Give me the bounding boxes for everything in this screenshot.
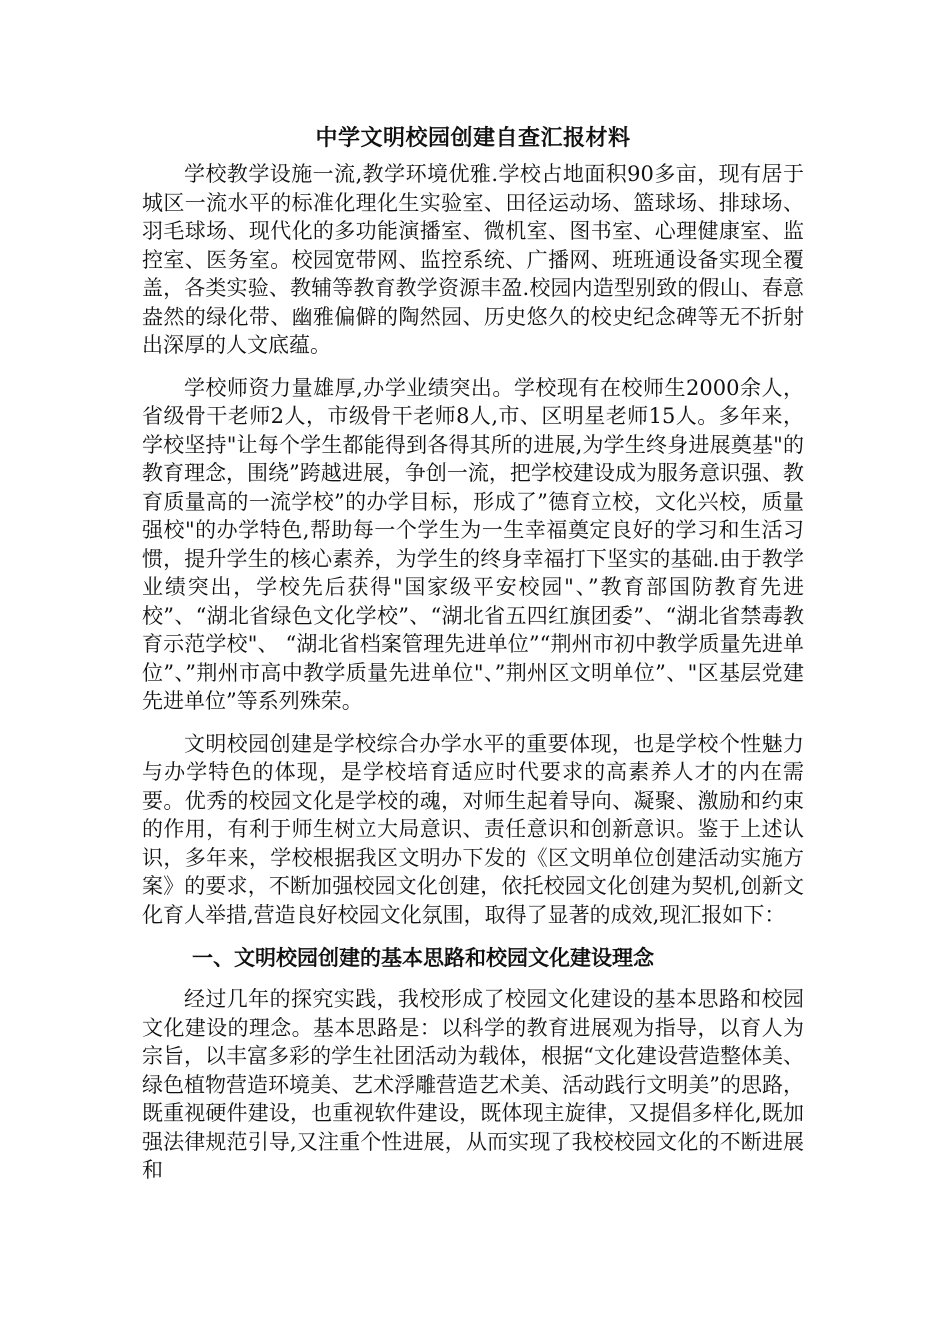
paragraph-civilization: 文明校园创建是学校综合办学水平的重要体现，也是学校个性魅力与办学特色的体现，是学校培育适应时代要求的高素养人才的内在需要。优秀的校园文化是学校的魂，对师生起着导向、凝聚、激励和约束的作用，有利于师生树立大局意识、责任意识和创新意识。鉴于上述认识，多年来，学校根据我区文明办下发的《区文明单位创建活动实施方案》的要求，不断加强校园文化创建，依托校园文化创建为契机,创新文化育人举措,营造良好校园文化氛围，取得了显著的成效,现汇报如下： xyxy=(142,731,804,927)
paragraph-teachers: 学校师资力量雄厚,办学业绩突出。学校现有在校师生2000余人，省级骨干老师2人，市级骨干老师8人,市、区明星老师15人。多年来，学校坚持"让每个学生都能得到各得其所的进展,为学生终身进展奠基"的教育理念，围绕”跨越进展，争创一流，把学校建设成为服务意识强、教育质量高的一流学校”的办学目标，形成了”德育立校，文化兴校，质量强校"的办学特色,帮助每一个学生为一生幸福奠定良好的学习和生活习惯，提升学生的核心素养，为学生的终身幸福打下坚实的基础.由于教学业绩突出，学校先后获得"国家级平安校园"、”教育部国防教育先进校”、“湖北省绿色文化学校”、“湖北省五四红旗团委”、“湖北省禁毒教育示范学校"、 “湖北省档案管理先进单位”“荆州市初中教学质量先进单位”、”荆州市高中教学质量先进单位"、”荆州区文明单位”、"区基层党建先进单位”等系列殊荣。 xyxy=(142,375,804,713)
paragraph-facilities: 学校教学设施一流,教学环境优雅.学校占地面积90多亩，现有居于城区一流水平的标准化理化生实验室、田径运动场、篮球场、排球场、羽毛球场、现代化的多功能演播室、微机室、图书室、心理健康室、监控室、医务室。校园宽带网、监控系统、广播网、班班通设备实现全覆盖，各类实验、教辅等教育教学资源丰盈.校园内造型别致的假山、春意盎然的绿化带、幽雅偏僻的陶然园、历史悠久的校史纪念碑等无不折射出深厚的人文底蕴。 xyxy=(142,162,804,357)
document-page xyxy=(142,124,804,1199)
document-title: 中学文明校园创建自查汇报材料 xyxy=(315,126,631,151)
paragraph-section-one: 经过几年的探究实践，我校形成了校园文化建设的基本思路和校园文化建设的理念。基本思路是：以科学的教育进展观为指导，以育人为宗旨，以丰富多彩的学生社团活动为载体，根据“文化建设营造整体美、绿色植物营造环境美、艺术浮雕营造艺术美、活动践行文明美”的思路，既重视硬件建设，也重视软件建设，既体现主旋律，又提倡多样化,既加强法律规范引导,又注重个性进展，从而实现了我校校园文化的不断进展和 xyxy=(142,987,804,1182)
section-heading: 一、文明校园创建的基本思路和校园文化建设理念 xyxy=(192,946,654,970)
